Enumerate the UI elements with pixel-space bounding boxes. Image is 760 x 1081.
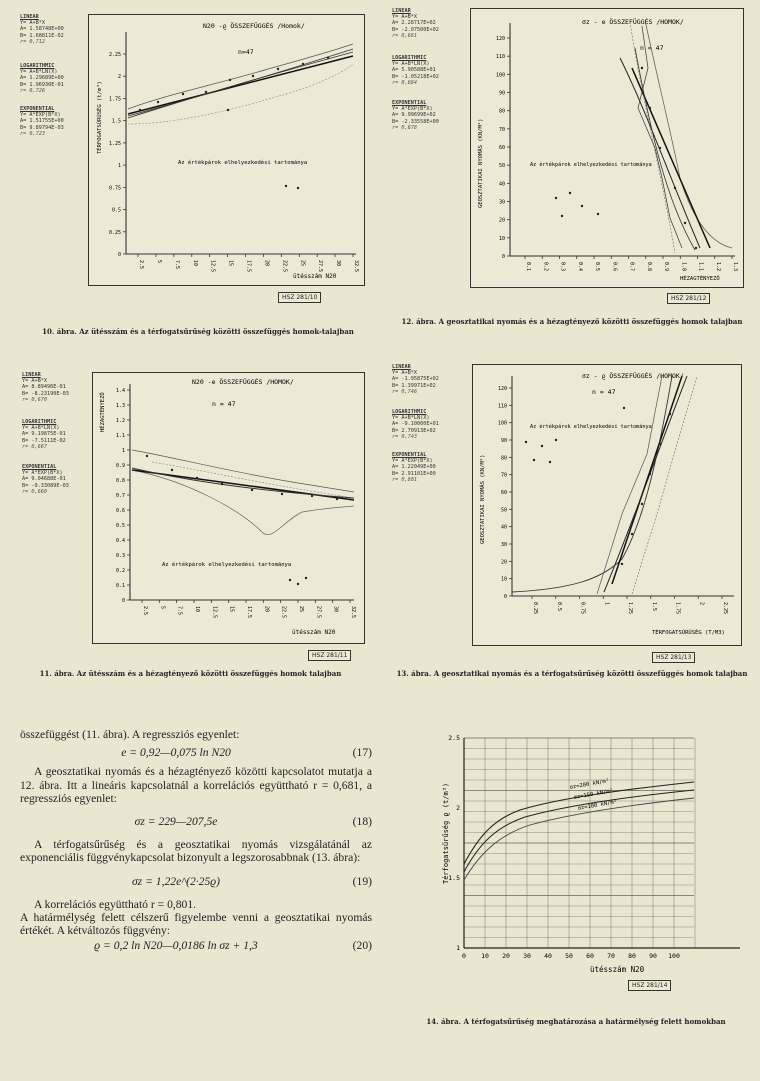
fig12-plot [470, 8, 742, 286]
fig13-xtick-label: 1.25 [627, 602, 633, 615]
fig11-ytick-label: 0.8 [115, 478, 125, 484]
fig14-xtick-label: 20 [502, 952, 510, 960]
fig13-plot [472, 364, 740, 644]
fig11-ytick-label: 1 [121, 448, 125, 454]
fig12-data-trace [638, 26, 682, 248]
fig10-xtick-label: 17.5 [245, 260, 252, 273]
fig12-ytick-label: 40 [498, 181, 505, 188]
fig11-ytick-label: 0.4 [115, 538, 125, 544]
fig10-ytick-label: 0 [117, 252, 121, 258]
fig10-xtick-label: 15 [227, 260, 234, 267]
fig11-xtick-label: 10 [194, 606, 200, 613]
fig13-ytick-label: 70 [500, 472, 507, 479]
fig13-ytick-label: 110 [497, 403, 507, 410]
fig11-xlabel: ütésszám N20 [292, 629, 336, 636]
fig13-caption: 13. ábra. A geosztatikai nyomás és a térfogatsűrűség közötti összefüggés homok talajban [396, 669, 748, 678]
fig12-xtick-label: 0.3 [559, 262, 566, 272]
fig14-xtick-label: 80 [628, 952, 636, 960]
fig13-tag: HSZ 281/13 [652, 652, 695, 663]
fig10-ytick-label: 1.5 [111, 118, 121, 125]
paragraph-5: A határmélység felett célszerű figyelembe venni a geosztatikai nyomás értékét. A kétváltozós függvény: [20, 911, 372, 938]
fig11-xtick-label: 12.5 [211, 606, 218, 619]
fig13-ytick-label: 60 [500, 490, 507, 496]
fig10-region-label: Az értékpárok elhelyezkedési tartománya [178, 160, 308, 166]
fig14-xtick-label: 40 [544, 952, 552, 960]
fig13-ytick-label: 50 [500, 507, 507, 514]
fig12-ytick-label: 20 [498, 217, 505, 224]
fig12-ytick-label: 50 [498, 163, 505, 170]
fig10-xtick-label: 20 [263, 260, 270, 267]
fig10-xlabel: ütésszám N20 [293, 273, 337, 280]
fig13-ytick-label: 80 [500, 455, 507, 462]
fig10-ytick-label: 1.25 [108, 140, 121, 147]
fig13-ylabel: GEOSZTATIKAI NYOMÁS (KN/M²) [480, 454, 486, 544]
fig11-xtick-label: 30 [332, 606, 339, 613]
fig10-plot [88, 14, 363, 284]
fig10-regression-panel: LINEAR Y= A+B*X A= 1.58748E+00 B= 1.68811E-02 r= 0,712 LOGARITHMIC Y= A+B*LN(X) A= 1.29689E+00 B= 1.96930E-01 r= 0,726 EXPONENTIAL Y= A*EXP(B*X) A= 1.51755E+00 B= 9.89794E-03 r= 0,723 [20, 14, 64, 137]
fig11-ytick-label: 1.1 [115, 433, 125, 439]
fig11-xtick-label: 15 [228, 606, 235, 613]
fig12-region-outline [645, 20, 732, 248]
fig13-ytick-label: 30 [500, 542, 507, 548]
fig14-curve-150-label: σz=150 kN/m² [573, 788, 614, 801]
fig12-regression-panel: LINEAR Y= A+B*X A= 2.28717E+02 B= -2.07500E+02 r= 0,681 LOGARITHMIC Y= A+B*LN(X) A= 5.90588E+01 B= -1.05218E+02 r= 0,684 EXPONENTIAL Y= A*EXP(B*X) A= 9.99699E+02 B= -2.33558E+00 r= 0,678 [392, 8, 439, 131]
fig13-region-outline-2 [632, 376, 697, 594]
fig12-ytick-label: 60 [498, 145, 505, 151]
fig13-regression-linear [612, 376, 682, 584]
fig11-ytick-label: 1.2 [115, 418, 125, 424]
fig12-n: n = 47 [640, 44, 664, 52]
fig12-xtick-label: 1.3 [732, 262, 738, 272]
fig11-ytick-label: 0.9 [115, 463, 125, 469]
fig10-xtick-label: 7.5 [173, 260, 180, 270]
figure-10 [18, 10, 363, 336]
fig11-xtick-label: 20 [263, 606, 270, 613]
fig11-region-dashed [152, 462, 354, 498]
fig11-title: N20 -e ÖSSZEFÜGGÉS /HOMOK/ [192, 378, 294, 386]
fig11-ytick-label: 0 [121, 598, 125, 604]
fig11-xtick-label: 25 [298, 606, 304, 613]
fig12-xlabel: HÉZAGTÉNYEZŐ [680, 276, 720, 282]
fig13-xlabel: TÉRFOGATSÚRÚSÉG (T/M3) [652, 630, 725, 636]
fig10-xtick-label: 27.5 [317, 260, 324, 273]
fig14-tag: HSZ 281/14 [628, 980, 671, 991]
fig13-ytick-label: 0 [503, 594, 507, 600]
fig14-xtick-label: 0 [462, 952, 466, 960]
fig13-ytick-label: 20 [500, 559, 507, 566]
fig13-title: σz - ϱ ÖSSZEFÜGGÉS /HOMOK/ [582, 372, 684, 380]
fig14-plot [400, 724, 752, 992]
fig10-xtick-label: 22.5 [281, 260, 288, 273]
fig12-ytick-label: 110 [495, 54, 505, 61]
fig14-xtick-label: 90 [649, 952, 657, 960]
fig12-regression-exp [635, 48, 695, 250]
fig10-xtick-label: 32.5 [353, 260, 359, 273]
fig13-xtick-label: 0.75 [579, 602, 586, 615]
fig14-xlabel: ütésszám N20 [590, 965, 645, 974]
fig11-caption: 11. ábra. Az ütésszám és a hézagtényező közötti összefüggés homok talajban [39, 669, 342, 678]
fig11-tag: HSZ 281/11 [308, 650, 351, 661]
fig10-xtick-label: 10 [191, 260, 198, 267]
fig12-ytick-label: 30 [498, 199, 505, 206]
fig12-tag: HSZ 281/12 [667, 293, 710, 304]
body-text [20, 728, 372, 959]
fig10-ytick-label: 2 [117, 74, 121, 81]
fig11-ytick-label: 1.4 [115, 388, 125, 394]
equation-17: e = 0,92—0,075 ln N20 (17) [121, 746, 372, 760]
equation-19: σz = 1,22e^(2·25ϱ) (19) [131, 874, 372, 888]
fig13-xtick-label: 2 [698, 602, 705, 606]
paragraph-3: A térfogatsűrűség és a geosztatikai nyomás vizsgálatánál az exponenciális függvénykapcsolat bizonyult a legszorosabbnak (13. ábra): [20, 838, 372, 865]
fig11-xtick-label: 22.5 [280, 606, 287, 619]
fig14-xtick-label: 60 [586, 952, 594, 960]
fig14-ytick-label: 1.5 [448, 874, 460, 882]
fig10-n: n=47 [238, 48, 254, 56]
fig12-xtick-label: 0.2 [542, 262, 549, 272]
fig11-ytick-label: 0.7 [115, 493, 125, 499]
fig14-curve-200-label: σz=200 kN/m² [569, 778, 610, 791]
fig10-ytick-label: 2.25 [108, 52, 121, 58]
fig11-region-label: Az értékpárok elhelyezkedési tartománya [162, 562, 292, 568]
figure-12 [392, 6, 752, 346]
fig12-xtick-label: 0.4 [576, 262, 583, 272]
fig11-n: n = 47 [212, 400, 236, 408]
figure-11 [18, 368, 363, 698]
fig14-xtick-label: 70 [607, 952, 615, 960]
fig10-ytick-label: 0.75 [108, 185, 121, 192]
fig11-xtick-label: 5 [159, 606, 166, 610]
fig13-xtick-label: 1.75 [674, 602, 681, 615]
fig13-xtick-label: 0.25 [532, 602, 538, 615]
paragraph-1: összefüggést (11. ábra). A regressziós egyenlet: [20, 728, 240, 741]
fig12-region-label: Az értékpárok elhelyezkedési tartománya [530, 162, 652, 168]
fig10-regression-linear [128, 56, 353, 114]
fig13-xtick-label: 1 [603, 602, 610, 606]
fig11-xtick-label: 27.5 [315, 606, 322, 619]
fig11-xtick-label: 17.5 [246, 606, 252, 619]
fig13-ytick-label: 100 [497, 420, 507, 427]
fig11-ytick-label: 0.2 [115, 568, 125, 574]
fig12-caption: 12. ábra. A geosztatikai nyomás és a hézagtényező közötti összefüggés homok talajban [401, 317, 743, 326]
fig14-xtick-label: 100 [668, 952, 680, 960]
equation-20: ϱ = 0,2 ln N20—0,0186 ln σz + 1,3 (20) [94, 939, 372, 953]
fig13-xtick-label: 2.25 [722, 602, 728, 615]
fig14-xtick-label: 10 [481, 952, 489, 960]
fig12-ylabel: GEOSZTATIKAI NYOMÁS (KN/M²) [478, 118, 484, 208]
fig13-ytick-label: 40 [500, 524, 507, 531]
fig11-plot [92, 372, 363, 642]
fig13-xtick-label: 1.5 [650, 602, 657, 612]
fig12-ytick-label: 80 [498, 108, 505, 115]
fig12-title: σz - e ÖSSZEFÜGGÉS /HOMOK/ [582, 18, 684, 26]
fig11-xtick-label: 2.5 [142, 606, 148, 616]
figure-14 [400, 724, 752, 1064]
fig13-ytick-label: 10 [500, 576, 507, 583]
fig13-n: n = 47 [592, 388, 616, 396]
fig13-region-label: Az értékpárok elhelyezkedési tartománya [530, 424, 652, 430]
fig11-ytick-label: 0.6 [115, 508, 125, 514]
fig10-title: N20 -ϱ ÖSSZEFÜGGÉS /Homok/ [203, 22, 305, 30]
fig11-region-lower [132, 470, 354, 535]
fig14-ytick-label: 2 [456, 804, 460, 812]
fig10-xtick-label: 30 [335, 260, 342, 267]
fig11-ylabel: HÉZAGTÉNYEZŐ [100, 392, 106, 432]
fig13-regression-panel: LINEAR Y= A+B*X A= -1.95875E+02 B= 1.39971E+02 r= 0,746 LOGARITHMIC Y= A+B*LN(X) A= -9.10000E+01 B= 2.70913E+02 r= 0,743 EXPONENTIAL Y= A*EXP(B*X) A= 1.22049E+00 B= 2.91101E+00 r= 0,801 [392, 364, 439, 483]
figure-13 [392, 360, 752, 690]
fig13-xtick-label: 0.5 [555, 602, 562, 612]
fig11-xtick-label: 32.5 [350, 606, 356, 619]
fig14-ytick-label: 2.5 [448, 734, 460, 742]
fig12-ytick-label: 0 [501, 254, 505, 260]
fig14-xtick-label: 30 [523, 952, 531, 960]
fig12-xtick-label: 0.6 [611, 262, 618, 272]
fig10-xtick-label: 2.5 [138, 260, 144, 270]
fig13-ytick-label: 90 [500, 438, 507, 444]
fig10-ylabel: TÉRFOGATSÚRÚSÉG (t/m³) [97, 81, 103, 154]
fig10-xtick-label: 12.5 [209, 260, 216, 273]
fig13-region-outline [597, 376, 662, 594]
fig14-ytick-label: 1 [456, 944, 460, 952]
fig10-ytick-label: 1 [117, 163, 121, 170]
fig13-regression-exp [512, 376, 672, 592]
fig10-ytick-label: 0.25 [108, 229, 121, 236]
fig13-ytick-label: 120 [497, 386, 507, 392]
fig12-xtick-label: 1.2 [714, 262, 721, 272]
fig12-xtick-label: 1.0 [680, 262, 687, 272]
fig10-tag: HSZ 281/10 [278, 292, 321, 303]
fig11-regression-panel: LINEAR Y= A+B*X A= 8.89496E-01 B= -8.23190E-03 r= 0,670 LOGARITHMIC Y= A+B*LN(X) A= 9.19875E-01 B= -7.5111E-02 r= 0,667 EXPONENTIAL Y= A*EXP(B*X) A= 9.04688E-01 B= -9.33089E-03 r= 0,660 [22, 372, 69, 495]
fig12-xtick-label: 0.5 [594, 262, 600, 272]
fig12-ytick-label: 120 [495, 36, 505, 42]
paragraph-4: A korrelációs együttható r = 0,801. [34, 897, 197, 911]
fig12-xtick-label: 0.7 [628, 262, 635, 272]
fig14-xtick-label: 50 [565, 952, 573, 960]
fig12-xtick-label: 0.8 [645, 262, 652, 272]
fig10-caption: 10. ábra. Az ütésszám és a térfogatsűrűség közötti összefüggés homok-talajban [42, 327, 354, 336]
fig12-xtick-label: 1.1 [697, 262, 704, 272]
fig12-ytick-label: 90 [498, 90, 505, 97]
fig14-ylabel: Térfogatsűrűség ϱ (t/m³) [442, 782, 450, 884]
fig12-ytick-label: 100 [495, 72, 505, 79]
fig10-region-lower [128, 64, 353, 124]
fig12-ytick-label: 10 [498, 235, 505, 242]
fig11-ytick-label: 1.3 [115, 403, 125, 409]
fig12-xtick-label: 0.1 [525, 262, 531, 272]
fig11-xtick-label: 7.5 [176, 606, 183, 616]
fig14-curve-100-label: σz=100 kN/m² [577, 799, 618, 812]
fig11-ytick-label: 0.1 [115, 583, 125, 589]
fig10-xtick-label: 25 [299, 260, 306, 267]
fig10-ytick-label: 1.75 [108, 96, 121, 103]
fig10-ytick-label: 0.5 [111, 207, 121, 214]
equation-18: σz = 229—207,5e (18) [134, 815, 372, 829]
fig10-xtick-label: 5 [155, 260, 162, 264]
paragraph-2: A geosztatikai nyomás és a hézagtényező közötti kapcsolatot mutatja a 12. ábra. Itt a lineáris kapcsolatnál a korrelációs együttható r = 0,681, a regressziós egyenlet: [20, 765, 372, 805]
fig12-xtick-label: 0.9 [663, 262, 669, 272]
fig12-ytick-label: 70 [498, 126, 505, 133]
fig10-points [139, 57, 329, 189]
fig14-caption: 14. ábra. A térfogatsűrűség meghatározása a határmélység felett homokban [426, 1017, 726, 1026]
fig11-ytick-label: 0.5 [115, 523, 125, 529]
fig11-ytick-label: 0.3 [115, 553, 125, 559]
